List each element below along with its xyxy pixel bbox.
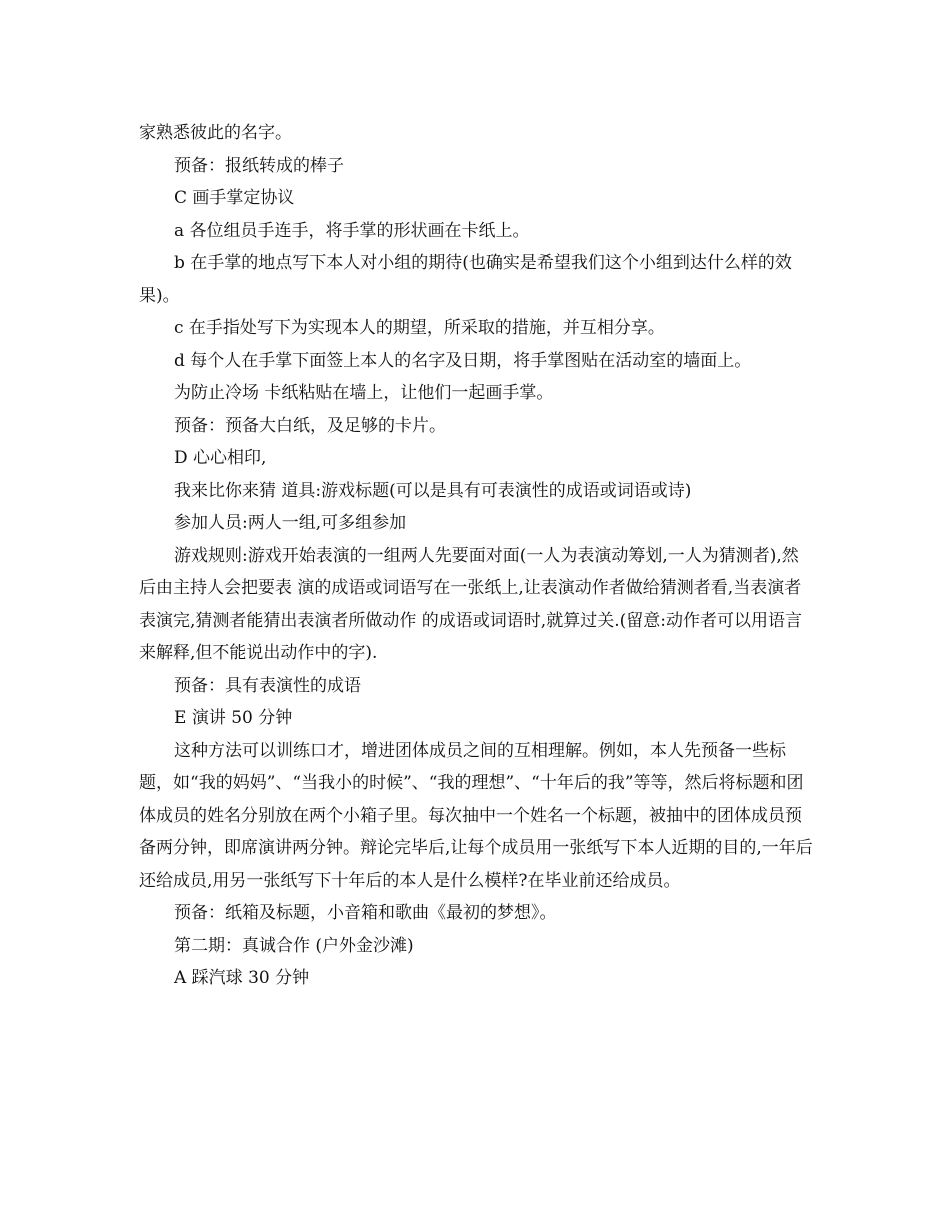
- paragraph-prep-paper: 预备：预备大白纸，及足够的卡片。: [174, 415, 446, 436]
- paragraph-speech-method: 这种方法可以训练口才，增进团体成员之间的互相理解。例如，本人先预备一些标题，如“我的妈妈”、“当我小的时候”、“我的理想”、“十年后的我”等等，然后将标题和团体成员的姓名分别放在两个小箱子里。每次抽中一个姓名一个标题，被抽中的团体成员预备两分钟，即席演讲两分钟。辩论完毕后,让每个成员用一张纸写下本人近期的目的,一年后还给成员,用另一张纸写下十年后的本人是什么模样?在毕业前还给成员。: [139, 740, 813, 891]
- paragraph-prep-idioms: 预备：具有表演性的成语: [174, 675, 361, 696]
- paragraph-continuation: 家熟悉彼此的名字。: [139, 123, 292, 143]
- paragraph-participants: 参加人员:两人一组,可多组参加: [174, 513, 407, 533]
- paragraph-step-a: a 各位组员手连手，将手掌的形状画在卡纸上。: [174, 220, 530, 241]
- paragraph-game-rules: 游戏规则:游戏开始表演的一组两人先要面对面(一人为表演动筹划,一人为猜测者),然后由主持人会把要表 演的成语或词语写在一张纸上,让表演动作者做给猜测者看,当表演者表演完,猜测者能猜出表演者所做动作 的成语或词语时,就算过关.(留意:动作者可以用语言来解释,但不能说出动作中的字).: [139, 545, 802, 663]
- paragraph-step-b: b 在手掌的地点写下本人对小组的期待(也确实是希望我们这个小组到达什么样的效果)。: [139, 253, 792, 306]
- document-body: [139, 117, 814, 995]
- paragraph-step-c: c 在手指处写下为实现本人的期望，所采取的措施，并互相分享。: [174, 318, 665, 338]
- paragraph-heading-d: D 心心相印,: [174, 448, 267, 468]
- paragraph-avoid-silence: 为防止冷场 卡纸粘贴在墙上，让他们一起画手掌。: [174, 383, 554, 403]
- paragraph-heading-a-balloon: A 踩汽球 30 分钟: [174, 968, 310, 988]
- paragraph-prep-newspaper: 预备：报纸转成的棒子: [174, 155, 344, 176]
- paragraph-phase-two: 第二期：真诚合作 (户外金沙滩): [174, 935, 414, 956]
- paragraph-prep-boxes: 预备：纸箱及标题，小音箱和歌曲《最初的梦想》。: [174, 903, 557, 923]
- paragraph-heading-c: C 画手掌定协议: [174, 188, 295, 208]
- paragraph-heading-e: E 演讲 50 分钟: [174, 708, 293, 728]
- paragraph-step-d: d 每个人在手掌下面签上本人的名字及日期，将手掌图贴在活动室的墙面上。: [174, 350, 752, 371]
- paragraph-game-props: 我来比你来猜 道具:游戏标题(可以是具有可表演性的成语或词语或诗): [174, 480, 692, 501]
